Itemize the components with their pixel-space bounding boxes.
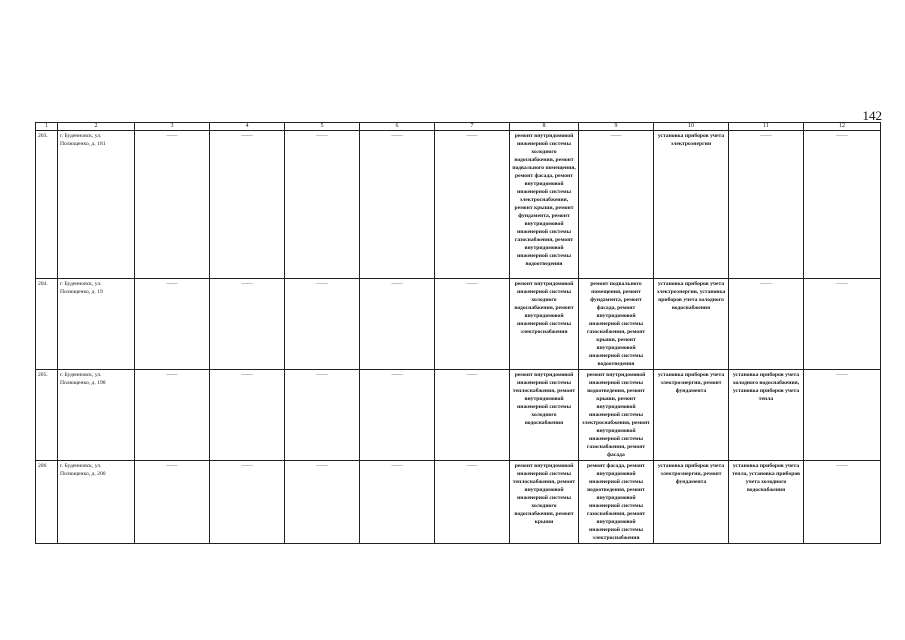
empty-dash-cell: —— bbox=[135, 461, 210, 544]
address-cell: г. Буденновск, ул. Полющенко, д. 198 bbox=[58, 370, 135, 461]
column-header: 11 bbox=[729, 123, 804, 131]
works-cell: ремонт внутридомовой инженерной системы теплоснабжения, ремонт внутридомовой инженерной системы холодного водоснабжения, ремонт крыши bbox=[510, 461, 579, 544]
empty-dash-cell: —— bbox=[360, 461, 435, 544]
column-header: 8 bbox=[510, 123, 579, 131]
works-cell: установка приборов учета холодного водоснабжения, установка приборов учета тепла bbox=[729, 370, 804, 461]
empty-dash-cell: —— bbox=[804, 370, 881, 461]
empty-dash-cell: —— bbox=[360, 370, 435, 461]
address-cell: г. Буденновск, ул. Полющенко, д. 200 bbox=[58, 461, 135, 544]
empty-dash-cell: —— bbox=[579, 131, 654, 279]
empty-dash-cell: —— bbox=[729, 131, 804, 279]
works-cell: ремонт внутридомовой инженерной системы холодного водоснабжения, ремонт внутридомовой инженерной системы электроснабжения bbox=[510, 279, 579, 370]
works-cell: установка приборов учета электроэнергии, ремонт фундамента bbox=[654, 370, 729, 461]
column-header: 7 bbox=[435, 123, 510, 131]
column-header: 1 bbox=[36, 123, 58, 131]
empty-dash-cell: —— bbox=[285, 131, 360, 279]
column-header: 3 bbox=[135, 123, 210, 131]
works-cell: установка приборов учета электроэнергии, ремонт фундамента bbox=[654, 461, 729, 544]
empty-dash-cell: —— bbox=[360, 131, 435, 279]
table-row bbox=[36, 131, 881, 279]
empty-dash-cell: —— bbox=[285, 279, 360, 370]
empty-dash-cell: —— bbox=[435, 370, 510, 461]
works-cell: установка приборов учета электроэнергии bbox=[654, 131, 729, 279]
empty-dash-cell: —— bbox=[135, 131, 210, 279]
empty-dash-cell: —— bbox=[210, 370, 285, 461]
table-row bbox=[36, 461, 881, 544]
works-cell: ремонт подвального помещения, ремонт фундамента, ремонт фасада, ремонт внутридомовой инженерной системы газоснабжения, ремонт крыши, ремонт внутридомовой инженерной системы водоотведения bbox=[579, 279, 654, 370]
works-cell: установка приборов учета тепла, установка приборов учета холодного водоснабжения bbox=[729, 461, 804, 544]
table-row bbox=[36, 279, 881, 370]
empty-dash-cell: —— bbox=[804, 279, 881, 370]
column-header: 5 bbox=[285, 123, 360, 131]
empty-dash-cell: —— bbox=[804, 131, 881, 279]
column-header: 12 bbox=[804, 123, 881, 131]
works-cell: ремонт внутридомовой инженерной системы водоотведения, ремонт крыши, ремонт внутридомовой инженерной системы электроснабжения, ремонт внутридомовой инженерной системы газоснабжения, ремонт фасада bbox=[579, 370, 654, 461]
empty-dash-cell: —— bbox=[210, 279, 285, 370]
works-cell: установка приборов учета электроэнергии, установка приборов учета холодного водоснабжения bbox=[654, 279, 729, 370]
empty-dash-cell: —— bbox=[435, 279, 510, 370]
empty-dash-cell: —— bbox=[210, 131, 285, 279]
row-number: 205. bbox=[36, 370, 58, 461]
works-cell: ремонт внутридомовой инженерной системы теплоснабжения, ремонт внутридомовой инженерной системы холодного водоснабжения bbox=[510, 370, 579, 461]
table-row bbox=[36, 370, 881, 461]
address-cell: г. Буденновск, ул. Полющенко, д. 19 bbox=[58, 279, 135, 370]
empty-dash-cell: —— bbox=[729, 279, 804, 370]
row-number: 204. bbox=[36, 279, 58, 370]
empty-dash-cell: —— bbox=[360, 279, 435, 370]
row-number: 206 bbox=[36, 461, 58, 544]
column-number-row bbox=[36, 123, 881, 131]
empty-dash-cell: —— bbox=[804, 461, 881, 544]
address-cell: г. Буденновск, ул. Полющенко, д. 181 bbox=[58, 131, 135, 279]
column-header: 2 bbox=[58, 123, 135, 131]
empty-dash-cell: —— bbox=[135, 279, 210, 370]
column-header: 9 bbox=[579, 123, 654, 131]
empty-dash-cell: —— bbox=[435, 131, 510, 279]
repair-plan-table bbox=[35, 122, 881, 544]
column-header: 10 bbox=[654, 123, 729, 131]
empty-dash-cell: —— bbox=[285, 461, 360, 544]
works-cell: ремонт внутридомовой инженерной системы холодного водоснабжения, ремонт подвального помещения, ремонт фасада, ремонт внутридомовой инженерной системы электроснабжения, ремонт крыши, ремонт фундамента, ремонт внутридомовой инженерной системы газоснабжения, ремонт внутридомовой инженерной системы водоотведения bbox=[510, 131, 579, 279]
empty-dash-cell: —— bbox=[135, 370, 210, 461]
row-number: 203. bbox=[36, 131, 58, 279]
column-header: 6 bbox=[360, 123, 435, 131]
empty-dash-cell: —— bbox=[435, 461, 510, 544]
empty-dash-cell: —— bbox=[210, 461, 285, 544]
page-number: 142 bbox=[862, 108, 882, 123]
column-header: 4 bbox=[210, 123, 285, 131]
empty-dash-cell: —— bbox=[285, 370, 360, 461]
works-cell: ремонт фасада, ремонт внутридомовой инженерной системы водоотведения, ремонт внутридомовой инженерной системы газоснабжения, ремонт внутридомовой инженерной системы электроснабжения bbox=[579, 461, 654, 544]
